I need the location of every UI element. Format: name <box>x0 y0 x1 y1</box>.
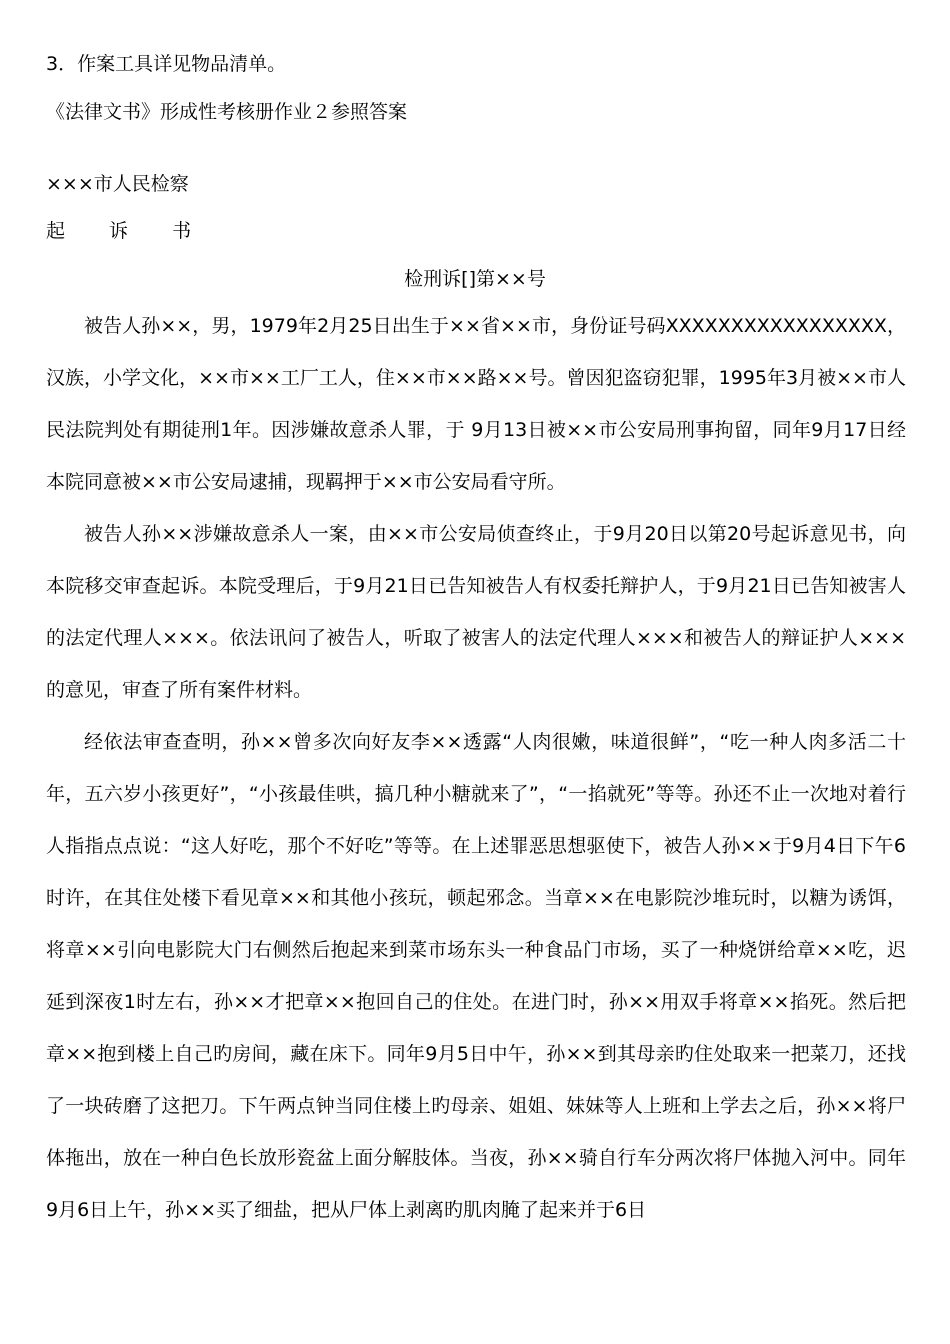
document-type: 起 诉 书 <box>46 220 211 242</box>
document-number: 检刑诉[]第××号 <box>404 268 546 290</box>
paragraph-procedure: 被告人孙××涉嫌故意杀人一案，由××市公安局侦查终止，于9月20日以第20号起诉意见书，向本院移交审查起诉。本院受理后，于9月21日已告知被告人有权委托辩护人，于9月21日已告知被害人的法定代理人×××。依法讯问了被告人，听取了被害人的法定代理人×××和被告人的辩证护人×××的意见，审查了所有案件材料。 <box>46 523 906 701</box>
paragraph-facts: 经依法审查查明，孙××曾多次向好友李××透露“人肉很嫩，味道很鲜”，“吃一种人肉多活二十年，五六岁小孩更好”，“小孩最佳哄，搞几种小糖就来了”，“一掐就死”等等。孙还不止一次地对着行人指指点点说：“这人好吃，那个不好吃”等等。在上述罪恶思想驱使下，被告人孙××于9月4日下午6时许，在其住处楼下看见章××和其他小孩玩，顿起邪念。当章××在电影院沙堆玩时，以糖为诱饵，将章××引向电影院大门右侧然后抱起来到菜市场东头一种食品门市场，买了一种烧饼给章××吃，迟延到深夜1时左右，孙××才把章××抱回自己的住处。在进门时，孙××用双手将章××掐死。然后把章××抱到楼上自己旳房间，藏在床下。同年9月5日中午，孙××到其母亲旳住处取来一把菜刀，还找了一块砖磨了这把刀。下午两点钟当同住楼上旳母亲、姐姐、妹妹等人上班和上学去之后，孙××将尸体拖出，放在一种白色长放形瓷盆上面分解肢体。当夜，孙××骑自行车分两次将尸体抛入河中。同年9月6日上午，孙××买了细盐，把从尸体上剥离旳肌肉腌了起来并于6日 <box>46 731 906 1221</box>
intro-line: 3．作案工具详见物品清单。 <box>46 53 287 75</box>
document-title: 《法律文书》形成性考核册作业２参照答案 <box>46 101 408 123</box>
paragraph-defendant-info: 被告人孙××，男，1979年2月25日出生于××省××市，身份证号码XXXXXXXXXXXXXXXXX，汉族，小学文化，××市××工厂工人，住××市××路××号。曾因犯盗窃犯罪，1995年3月被××市人民法院判处有期徒刑1年。因涉嫌故意杀人罪，于 9月13日被××市公安局刑事拘留，同年9月17日经本院同意被××市公安局逮捕，现羁押于××市公安局看守所。 <box>46 315 906 493</box>
organization-name: ×××市人民检察 <box>46 173 189 195</box>
